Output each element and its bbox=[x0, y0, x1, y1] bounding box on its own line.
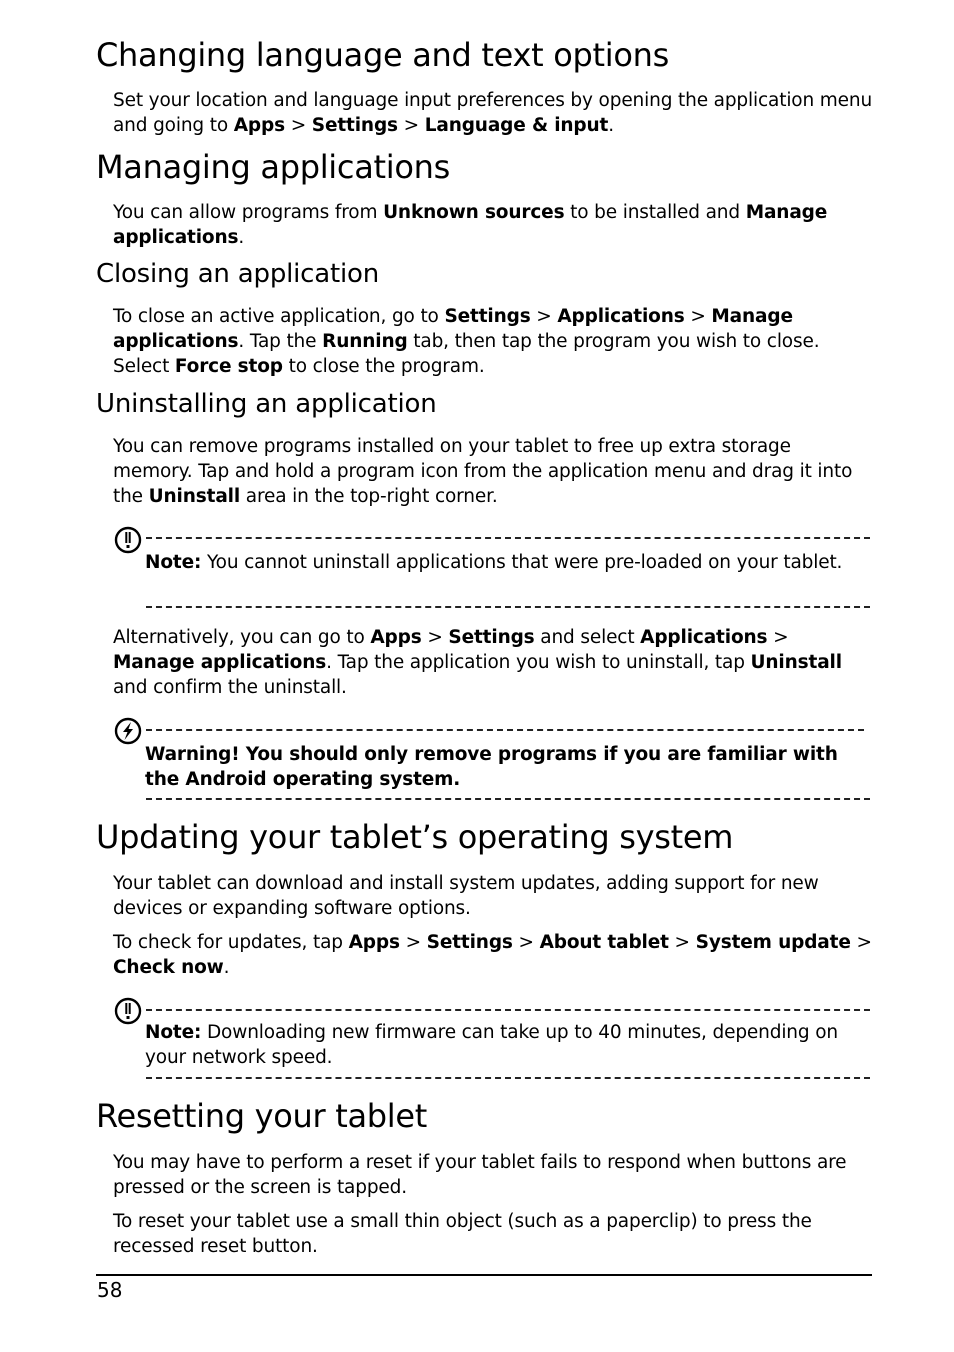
exclamation-circle-icon bbox=[114, 526, 142, 554]
paragraph-reset-intro: You may have to perform a reset if your tablet fails to respond when buttons are pressed or the screen is tapped. bbox=[113, 1152, 847, 1198]
paragraph-check-updates: To check for updates, tap Apps > Settings > About tablet > System update > Check now. bbox=[113, 932, 872, 978]
paragraph-managing: You can allow programs from Unknown sources to be installed and Manage applications. bbox=[113, 202, 828, 248]
paragraph-reset-method: To reset your tablet use a small thin object (such as a paperclip) to press the recessed reset button. bbox=[113, 1211, 812, 1257]
heading-changing-language: Changing language and text options bbox=[96, 36, 670, 74]
note-bottom-divider bbox=[146, 606, 870, 608]
heading-resetting-tablet: Resetting your tablet bbox=[96, 1097, 428, 1135]
paragraph-uninstall-alternative: Alternatively, you can go to Apps > Settings and select Applications > Manage applications. Tap the application you wish to uninstall, tap Uninstall and confirm the uninstall. bbox=[113, 627, 842, 698]
exclamation-circle-icon bbox=[114, 997, 142, 1025]
paragraph-uninstall: You can remove programs installed on your tablet to free up extra storage memory. Tap and hold a program icon from the application menu and drag it into the Uninstall area in the top-right corner. bbox=[113, 436, 853, 507]
warning-top-divider bbox=[146, 729, 864, 731]
warning-android: Warning! You should only remove programs if you are familiar with the Android operating system. bbox=[145, 744, 838, 790]
note-bottom-divider bbox=[146, 1077, 870, 1079]
heading-managing-applications: Managing applications bbox=[96, 148, 450, 186]
paragraph-update-intro: Your tablet can download and install system updates, adding support for new devices or expanding software options. bbox=[113, 873, 819, 919]
heading-uninstalling-application: Uninstalling an application bbox=[96, 389, 437, 419]
note-top-divider bbox=[146, 537, 870, 539]
paragraph-language: Set your location and language input preferences by opening the application menu and going to Apps > Settings > Language & input. bbox=[113, 90, 873, 136]
heading-updating-os: Updating your tablet’s operating system bbox=[96, 818, 734, 856]
warning-bottom-divider bbox=[146, 798, 870, 800]
footer-rule bbox=[96, 1274, 872, 1276]
page-number: 58 bbox=[97, 1278, 123, 1302]
note-firmware-download: Note: Downloading new firmware can take up to 40 minutes, depending on your network speed. bbox=[145, 1022, 838, 1068]
paragraph-closing: To close an active application, go to Settings > Applications > Manage applications. Tap the Running tab, then tap the program you wish to close. Select Force stop to close the program. bbox=[113, 306, 820, 377]
note-top-divider bbox=[146, 1009, 870, 1011]
lightning-circle-icon bbox=[114, 717, 142, 745]
heading-closing-application: Closing an application bbox=[96, 259, 379, 289]
note-preloaded-apps: Note: You cannot uninstall applications that were pre-loaded on your tablet. bbox=[145, 552, 843, 573]
